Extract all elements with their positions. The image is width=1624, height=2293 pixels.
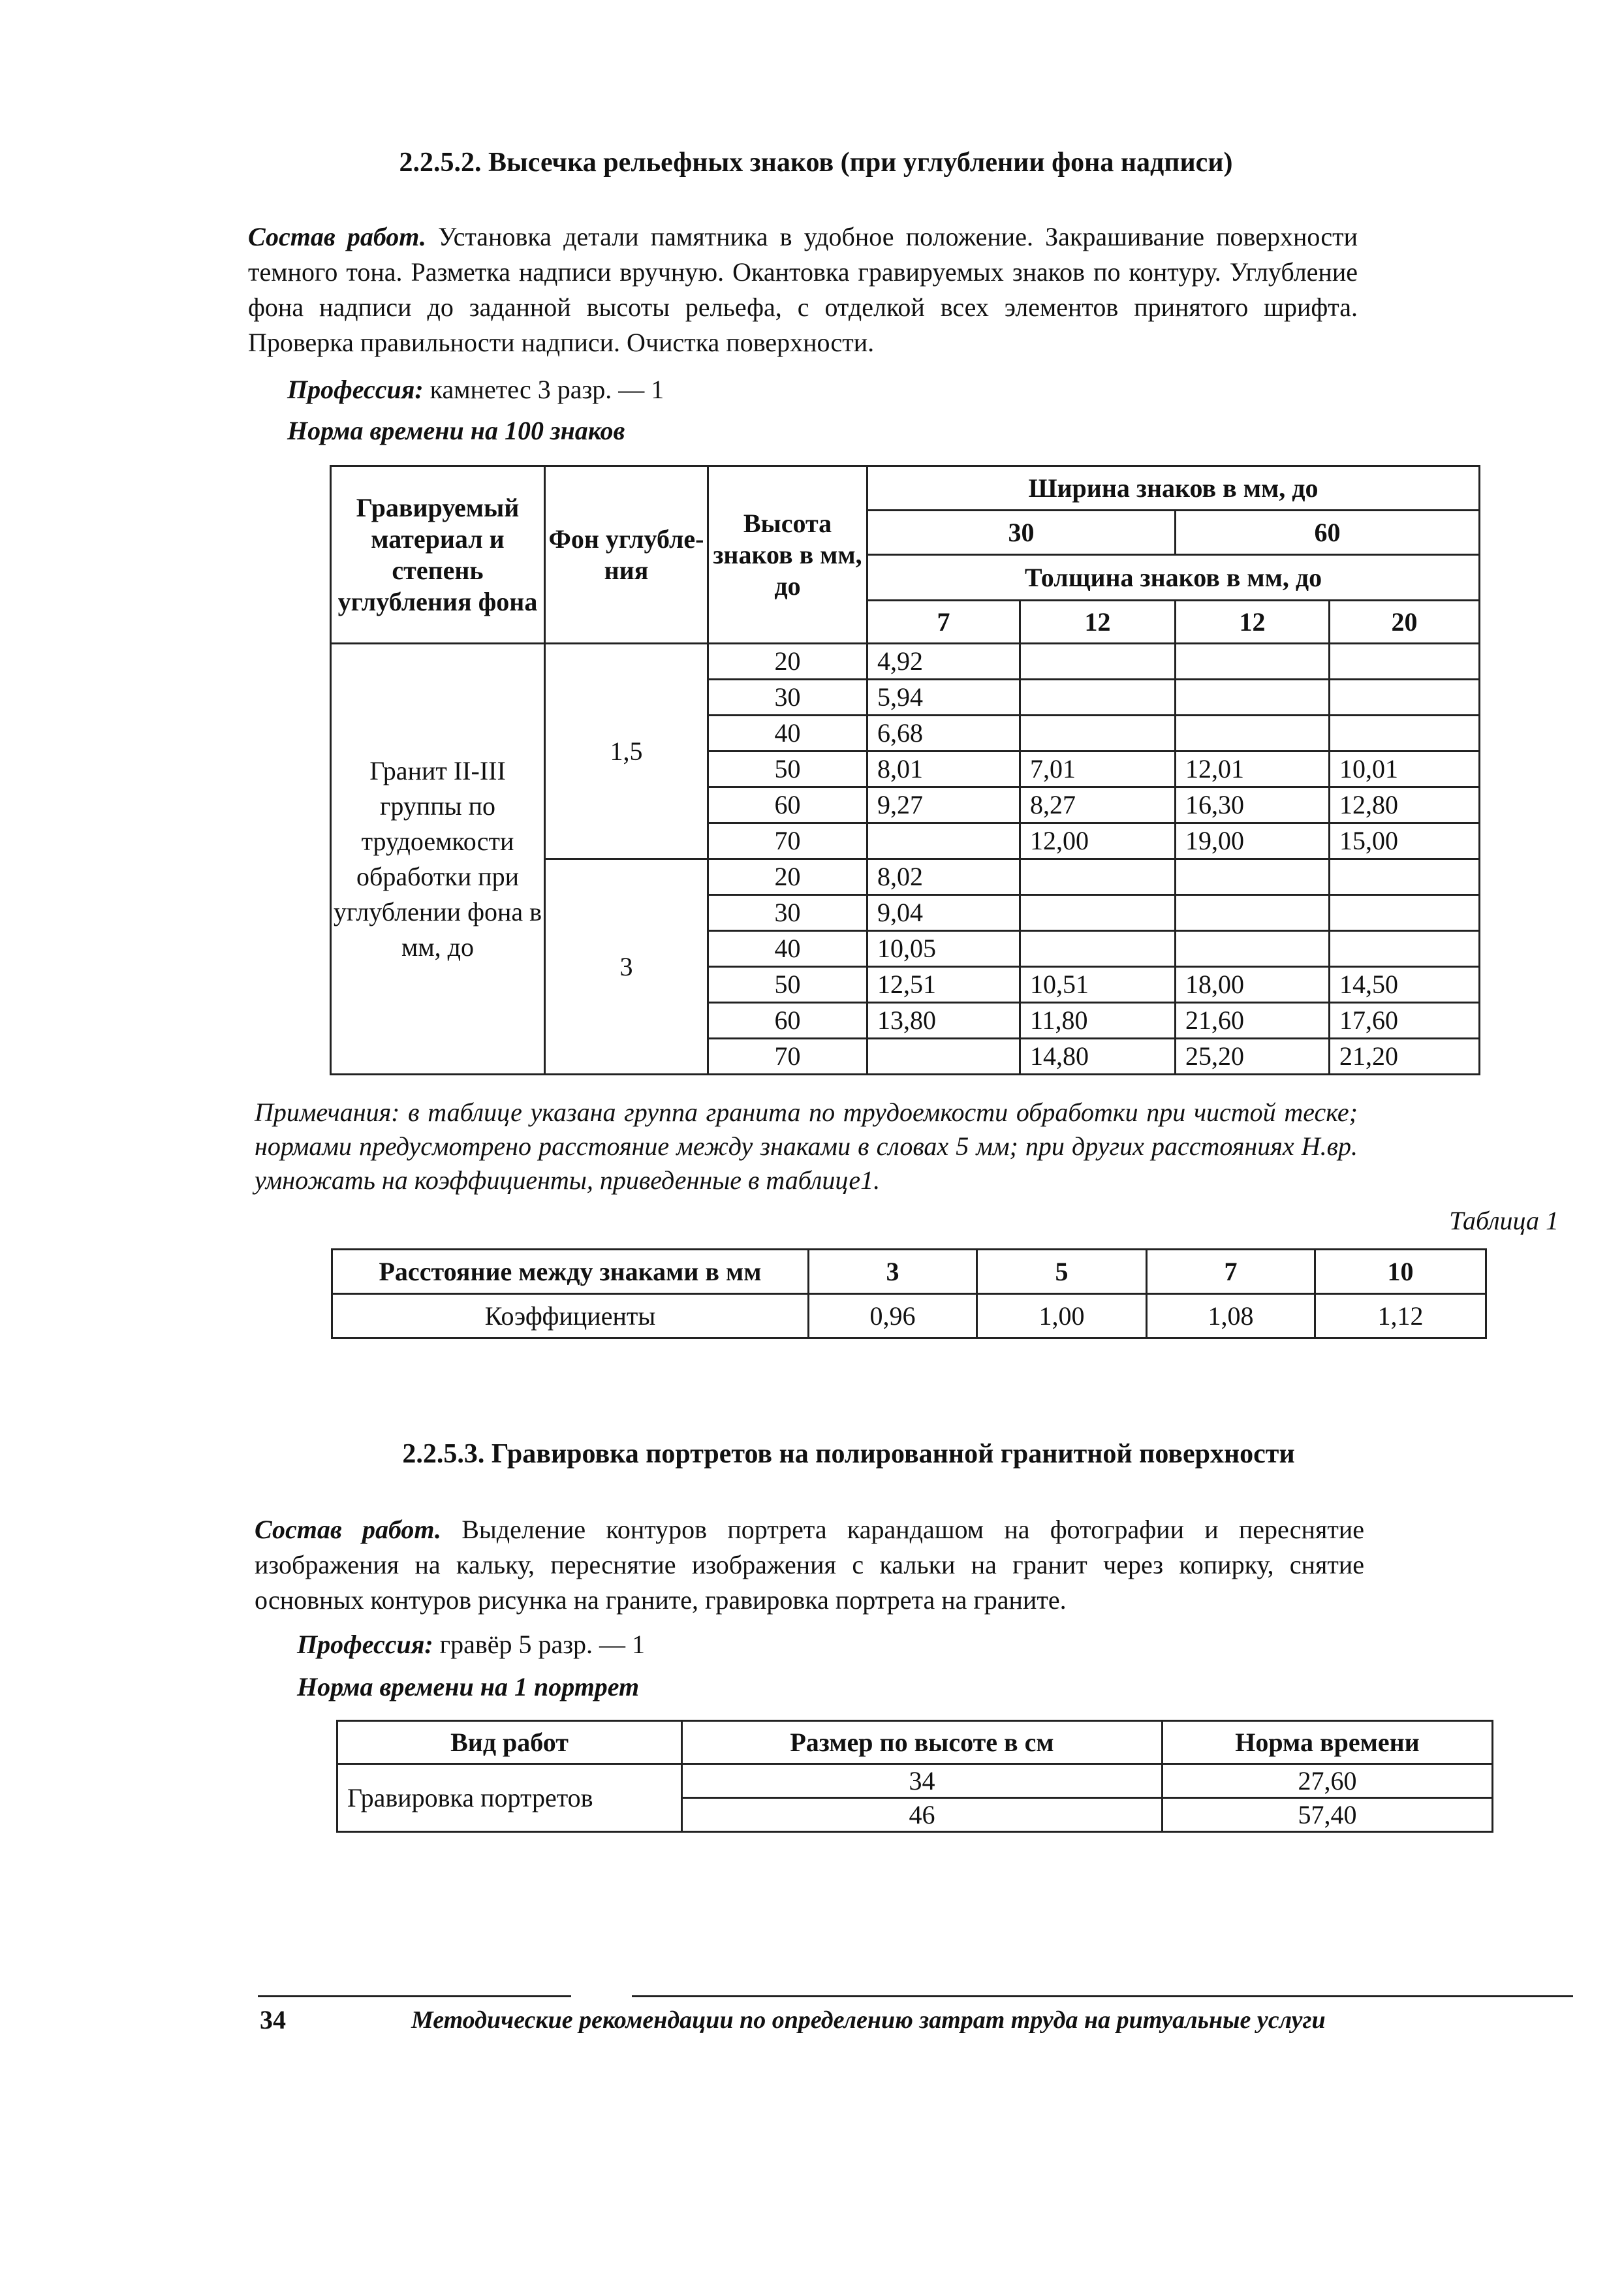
height-cell: 50 xyxy=(708,967,867,1003)
footer-rule-left xyxy=(258,1995,571,1997)
header-thickness-group: Толщина знаков в мм, до xyxy=(867,555,1480,601)
coefficient-value: 1,12 xyxy=(1315,1294,1486,1338)
footer-rule-right xyxy=(632,1995,1573,1997)
value-cell: 18,00 xyxy=(1176,967,1330,1003)
header-thickness-12b: 12 xyxy=(1176,601,1330,644)
value-cell xyxy=(1176,680,1330,716)
header-width-60: 60 xyxy=(1176,511,1480,555)
distance-value: 10 xyxy=(1315,1250,1486,1294)
coefficient-value: 1,08 xyxy=(1147,1294,1315,1338)
coefficient-value: 1,00 xyxy=(977,1294,1147,1338)
value-cell xyxy=(1020,644,1176,680)
header-thickness-7: 7 xyxy=(867,601,1020,644)
col-work: Вид работ xyxy=(337,1721,682,1764)
height-cell: 30 xyxy=(708,895,867,931)
coefficients-table xyxy=(331,1248,1487,1339)
coefficients-label: Коэффициенты xyxy=(332,1294,809,1338)
coefficient-value: 0,96 xyxy=(809,1294,977,1338)
depth-cell: 1,5 xyxy=(545,644,708,859)
height-cell: 20 xyxy=(708,644,867,680)
value-cell: 6,68 xyxy=(867,716,1020,751)
composition-paragraph xyxy=(255,1512,1364,1618)
value-cell: 10,05 xyxy=(867,931,1020,967)
table-row xyxy=(331,644,1480,680)
value-cell xyxy=(1330,931,1480,967)
norm-table xyxy=(330,465,1480,1075)
profession-value: камнетес 3 разр. — 1 xyxy=(429,375,664,404)
value-cell xyxy=(867,823,1020,859)
size-cell: 46 xyxy=(682,1798,1163,1832)
header-thickness-12a: 12 xyxy=(1020,601,1176,644)
height-cell: 40 xyxy=(708,931,867,967)
value-cell: 14,50 xyxy=(1330,967,1480,1003)
height-cell: 20 xyxy=(708,859,867,895)
value-cell xyxy=(1176,644,1330,680)
composition-label: Состав работ. xyxy=(255,1515,441,1544)
value-cell: 10,51 xyxy=(1020,967,1176,1003)
value-cell xyxy=(1020,931,1176,967)
height-cell: 70 xyxy=(708,823,867,859)
value-cell: 9,04 xyxy=(867,895,1020,931)
header-material: Гравируемый материал и степень углубления фона xyxy=(331,466,545,644)
header-width-group: Ширина знаков в мм, до xyxy=(867,466,1480,511)
height-cell: 30 xyxy=(708,680,867,716)
value-cell: 16,30 xyxy=(1176,787,1330,823)
profession-label: Профессия: xyxy=(297,1630,433,1659)
value-cell: 12,01 xyxy=(1176,751,1330,787)
footer-text: Методические рекомендации по определению затрат труда на ритуальные услуги xyxy=(411,2006,1326,2034)
value-cell xyxy=(1330,716,1480,751)
value-cell: 9,27 xyxy=(867,787,1020,823)
value-cell: 8,27 xyxy=(1020,787,1176,823)
value-cell xyxy=(1020,680,1176,716)
profession-label: Профессия: xyxy=(287,375,424,404)
header-thickness-20: 20 xyxy=(1330,601,1480,644)
value-cell xyxy=(1176,931,1330,967)
value-cell xyxy=(1176,859,1330,895)
value-cell: 15,00 xyxy=(1330,823,1480,859)
height-cell: 60 xyxy=(708,1003,867,1039)
height-cell: 50 xyxy=(708,751,867,787)
distance-label: Расстояние между знаками в мм xyxy=(332,1250,809,1294)
value-cell: 13,80 xyxy=(867,1003,1020,1039)
value-cell: 8,02 xyxy=(867,859,1020,895)
value-cell: 7,01 xyxy=(1020,751,1176,787)
material-cell: Гранит II-III группы по трудоемкости обработки при углублении фона в мм, до xyxy=(331,644,545,1075)
value-cell: 11,80 xyxy=(1020,1003,1176,1039)
value-cell: 25,20 xyxy=(1176,1039,1330,1075)
norm-cell: 57,40 xyxy=(1163,1798,1493,1832)
distance-value: 5 xyxy=(977,1250,1147,1294)
distance-value: 3 xyxy=(809,1250,977,1294)
value-cell: 12,51 xyxy=(867,967,1020,1003)
work-cell: Гравировка портретов xyxy=(337,1764,682,1832)
page-number: 34 xyxy=(260,2005,286,2034)
profession-line xyxy=(297,1627,645,1662)
value-cell: 4,92 xyxy=(867,644,1020,680)
header-depth: Фон углубле-ния xyxy=(545,466,708,644)
norm-cell: 27,60 xyxy=(1163,1764,1493,1798)
col-size: Размер по высоте в см xyxy=(682,1721,1163,1764)
composition-paragraph xyxy=(248,219,1358,360)
table1-caption: Таблица 1 xyxy=(1449,1206,1559,1235)
value-cell: 21,60 xyxy=(1176,1003,1330,1039)
value-cell xyxy=(1330,680,1480,716)
portrait-table xyxy=(336,1720,1493,1833)
value-cell xyxy=(1330,895,1480,931)
norm-label: Норма времени на 1 портрет xyxy=(297,1672,640,1701)
value-cell: 5,94 xyxy=(867,680,1020,716)
section-title: 2.2.5.3. Гравировка портретов на полированной гранитной поверхности xyxy=(402,1439,1295,1469)
value-cell: 19,00 xyxy=(1176,823,1330,859)
distance-value: 7 xyxy=(1147,1250,1315,1294)
value-cell xyxy=(1330,644,1480,680)
value-cell xyxy=(1020,895,1176,931)
section-title: 2.2.5.2. Высечка рельефных знаков (при углублении фона надписи) xyxy=(399,148,1233,178)
value-cell: 17,60 xyxy=(1330,1003,1480,1039)
value-cell: 12,00 xyxy=(1020,823,1176,859)
value-cell xyxy=(1330,859,1480,895)
value-cell: 8,01 xyxy=(867,751,1020,787)
notes: Примечания: в таблице указана группа гранита по трудоемкости обработки при чистой теске; нормами предусмотрено расстояние между знаками в словах 5 мм; при других расстояниях Н.вр. умножать на коэффициенты, приведенные в таблице1. xyxy=(255,1098,1358,1195)
table-row xyxy=(337,1764,1493,1798)
value-cell xyxy=(867,1039,1020,1075)
depth-cell: 3 xyxy=(545,859,708,1075)
height-cell: 70 xyxy=(708,1039,867,1075)
header-height: Высота знаков в мм, до xyxy=(708,466,867,644)
norm-label: Норма времени на 100 знаков xyxy=(287,416,625,445)
composition-text: Установка детали памятника в удобное положение. Закрашивание поверхности темного тона. Разметка надписи вручную. Окантовка гравируемых знаков по контуру. Углубление фона надписи до заданной высоты рельефа, с отделкой всех элементов принятого шрифта. Проверка правильности надписи. Очистка поверхности. xyxy=(248,222,1358,357)
value-cell xyxy=(1176,716,1330,751)
value-cell: 12,80 xyxy=(1330,787,1480,823)
value-cell xyxy=(1020,716,1176,751)
profession-value: гравёр 5 разр. — 1 xyxy=(439,1630,646,1659)
height-cell: 60 xyxy=(708,787,867,823)
value-cell xyxy=(1176,895,1330,931)
col-norm: Норма времени xyxy=(1163,1721,1493,1764)
composition-text: Выделение контуров портрета карандашом на фотографии и переснятие изображения на кальку, переснятие изображения с кальки на гранит через копирку, снятие основных контуров рисунка на граните, гравировка портрета на граните. xyxy=(255,1515,1364,1615)
composition-label: Состав работ. xyxy=(248,222,426,251)
value-cell: 21,20 xyxy=(1330,1039,1480,1075)
profession-line xyxy=(287,372,664,407)
height-cell: 40 xyxy=(708,716,867,751)
value-cell: 10,01 xyxy=(1330,751,1480,787)
size-cell: 34 xyxy=(682,1764,1163,1798)
value-cell: 14,80 xyxy=(1020,1039,1176,1075)
header-width-30: 30 xyxy=(867,511,1176,555)
value-cell xyxy=(1020,859,1176,895)
